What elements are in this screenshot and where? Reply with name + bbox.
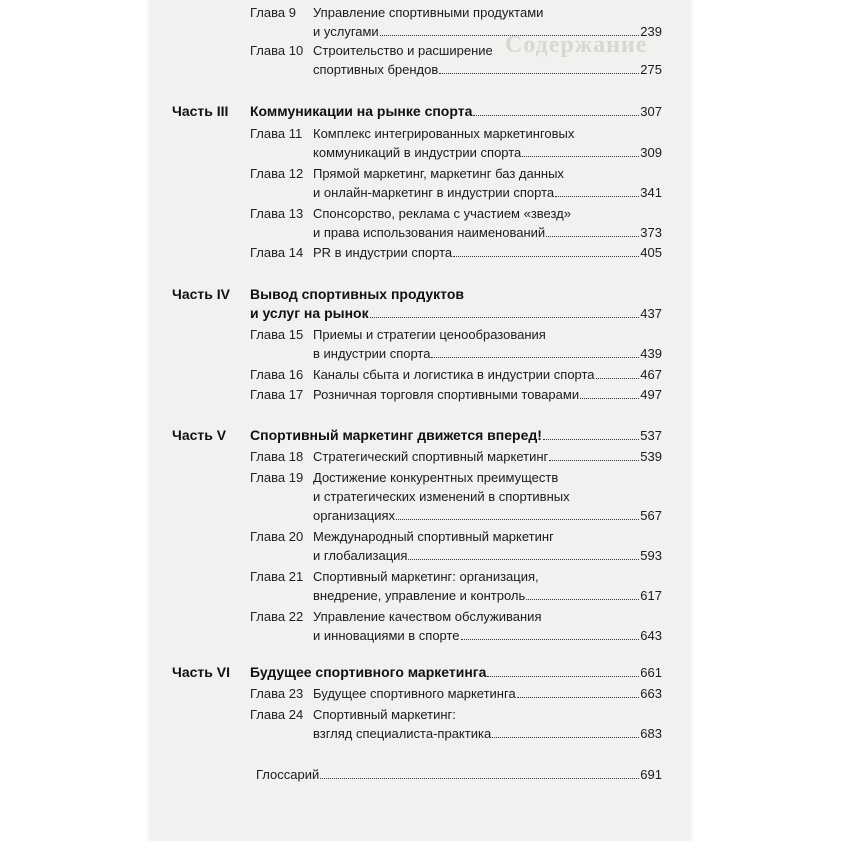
entry-title-line: Коммуникации на рынке спорта (250, 103, 473, 119)
entry-title-line: Прямой маркетинг, маркетинг баз данных (313, 166, 564, 181)
part-label: Часть III (172, 103, 229, 119)
page-number: 593 (640, 548, 662, 563)
dot-leader (555, 184, 639, 197)
entry-title-line: и инновациями в спорте (313, 628, 460, 643)
chapter-label: Глава 12 (250, 166, 304, 181)
toc-entry-line (250, 305, 662, 322)
part-label: Часть VI (172, 664, 230, 680)
toc-entry-line (313, 507, 662, 524)
dot-leader (431, 345, 639, 358)
entry-title-line: Спортивный маркетинг: (313, 707, 456, 722)
chapter-label: Глава 23 (250, 686, 304, 701)
dot-leader (522, 144, 639, 157)
entry-title-line: внедрение, управление и контроль (313, 588, 526, 603)
page-number: 643 (640, 628, 662, 643)
part-label: Часть V (172, 427, 227, 443)
page-number: 405 (640, 245, 662, 260)
toc-entry-line (313, 224, 662, 241)
dot-leader (439, 61, 639, 74)
chapter-label: Глава 20 (250, 529, 304, 544)
entry-title-line: Спонсорство, реклама с участием «звезд» (313, 206, 571, 221)
entry-title-line: Будущее спортивного маркетинга (250, 664, 487, 680)
toc-entry-line (313, 23, 662, 40)
toc-entry-line (313, 366, 662, 383)
chapter-label: Глава 14 (250, 245, 304, 260)
dot-leader (580, 386, 639, 399)
page-number: 567 (640, 508, 662, 523)
entry-title-line: Глоссарий (256, 767, 320, 782)
page-number: 691 (640, 767, 662, 782)
entry-title-line: Вывод спортивных продуктов (250, 286, 465, 302)
toc-entry-line (313, 725, 662, 742)
dot-leader (370, 305, 640, 318)
page-number: 309 (640, 145, 662, 160)
entry-title-line: и услуг на рынок (250, 305, 369, 321)
entry-title-line: и глобализация (313, 548, 408, 563)
entry-title-line: и права использования наименований (313, 225, 546, 240)
entry-title-line: Каналы сбыта и логистика в индустрии спорта (313, 367, 595, 382)
page-number: 307 (640, 104, 662, 119)
entry-title-line: Будущее спортивного маркетинга (313, 686, 516, 701)
entry-title-line: Международный спортивный маркетинг (313, 529, 554, 544)
dot-leader (380, 23, 640, 36)
entry-title-line: Управление спортивными продуктами (313, 5, 544, 20)
entry-title-line: в индустрии спорта (313, 346, 431, 361)
dot-leader (492, 725, 639, 738)
toc-entry-line (313, 144, 662, 161)
page-number: 539 (640, 449, 662, 464)
page-number: 683 (640, 726, 662, 741)
page-number: 497 (640, 387, 662, 402)
toc-entry-line (313, 448, 662, 465)
entry-title-line: и услугами (313, 24, 379, 39)
dot-leader (596, 366, 640, 379)
page-number: 661 (640, 665, 662, 680)
chapter-label: Глава 15 (250, 327, 304, 342)
part-label: Часть IV (172, 286, 230, 302)
page-number: 467 (640, 367, 662, 382)
toc-entry-line (313, 685, 662, 702)
chapter-label: Глава 16 (250, 367, 304, 382)
entry-title-line: взгляд специалиста-практика (313, 726, 492, 741)
page-number: 437 (640, 306, 662, 321)
page-number: 537 (640, 428, 662, 443)
toc-entry-line (313, 386, 662, 403)
page-number: 373 (640, 225, 662, 240)
entry-title-line: Спортивный маркетинг движется вперед! (250, 427, 542, 443)
dot-leader (543, 427, 639, 440)
page-number: 341 (640, 185, 662, 200)
dot-leader (408, 547, 639, 560)
page-number: 275 (640, 62, 662, 77)
chapter-label: Глава 18 (250, 449, 304, 464)
entry-title-line: коммуникаций в индустрии спорта (313, 145, 522, 160)
entry-title-line: Управление качеством обслуживания (313, 609, 542, 624)
dot-leader (487, 664, 639, 677)
dot-leader (546, 224, 639, 237)
toc-entry-line (313, 547, 662, 564)
page-number: 239 (640, 24, 662, 39)
chapter-label: Глава 24 (250, 707, 304, 722)
toc-entry-line (250, 103, 662, 120)
page-number: 617 (640, 588, 662, 603)
page-number: 663 (640, 686, 662, 701)
dot-leader (453, 244, 639, 257)
entry-title-line: Комплекс интегрированных маркетинговых (313, 126, 575, 141)
ghost-heading: Содержание (505, 32, 648, 58)
toc-entry-line (256, 766, 662, 783)
toc-entry-line (313, 61, 662, 78)
dot-leader (320, 766, 639, 779)
toc-entry-line (250, 427, 662, 444)
chapter-label: Глава 21 (250, 569, 304, 584)
entry-title-line: и онлайн-маркетинг в индустрии спорта (313, 185, 555, 200)
entry-title-line: Достижение конкурентных преимуществ (313, 470, 559, 485)
dot-leader (396, 507, 639, 520)
chapter-label: Глава 22 (250, 609, 304, 624)
entry-title-line: Спортивный маркетинг: организация, (313, 569, 539, 584)
entry-title-line: спортивных брендов (313, 62, 439, 77)
toc-entry-line (250, 664, 662, 681)
toc-entry-line (313, 587, 662, 604)
chapter-label: Глава 19 (250, 470, 304, 485)
chapter-label: Глава 9 (250, 5, 296, 20)
entry-title-line: Строительство и расширение (313, 43, 493, 58)
entry-title-line: PR в индустрии спорта (313, 245, 453, 260)
entry-title-line: Розничная торговля спортивными товарами (313, 387, 580, 402)
dot-leader (517, 685, 640, 698)
toc-entry-line (313, 627, 662, 644)
entry-title-line: Приемы и стратегии ценообразования (313, 327, 546, 342)
toc-entry-line (313, 184, 662, 201)
toc-entry-line (313, 345, 662, 362)
dot-leader (473, 103, 639, 116)
dot-leader (461, 627, 640, 640)
chapter-label: Глава 11 (250, 126, 303, 141)
dot-leader (526, 587, 639, 600)
entry-title-line: организациях (313, 508, 396, 523)
chapter-label: Глава 10 (250, 43, 304, 58)
entry-title-line: Стратегический спортивный маркетинг (313, 449, 549, 464)
page-number: 439 (640, 346, 662, 361)
toc-entry-line (313, 244, 662, 261)
chapter-label: Глава 13 (250, 206, 304, 221)
dot-leader (549, 448, 639, 461)
chapter-label: Глава 17 (250, 387, 304, 402)
entry-title-line: и стратегических изменений в спортивных (313, 489, 570, 504)
